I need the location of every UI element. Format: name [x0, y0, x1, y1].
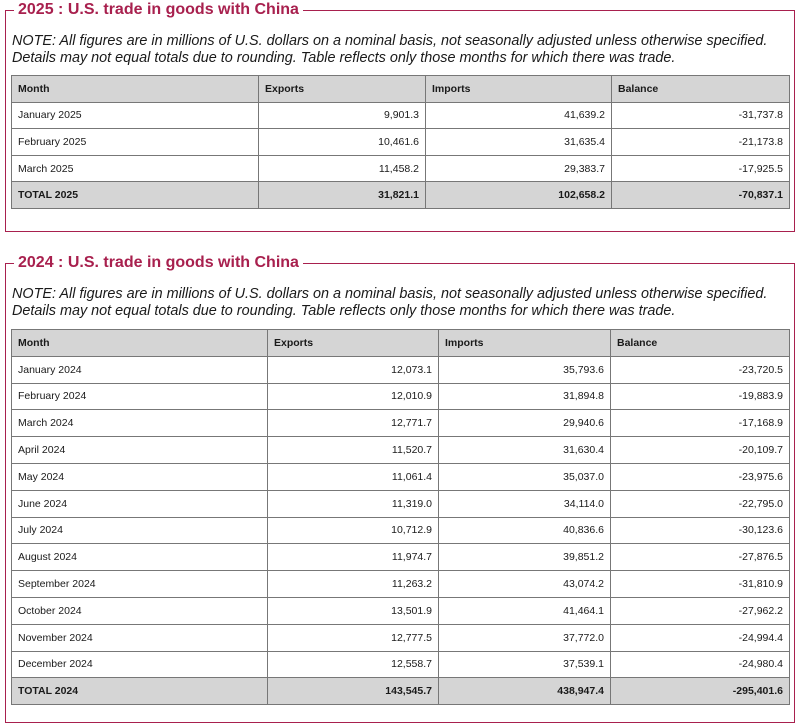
cell-month: February 2024 [12, 383, 268, 410]
total-balance: -295,401.6 [611, 678, 790, 705]
section-note [12, 33, 788, 67]
trade-table [11, 75, 790, 209]
table-row [12, 624, 790, 651]
cell-balance: -31,737.8 [612, 102, 790, 129]
cell-balance: -23,720.5 [611, 356, 790, 383]
table-row [12, 410, 790, 437]
cell-month: September 2024 [12, 571, 268, 598]
total-label: TOTAL 2024 [12, 678, 268, 705]
table-row [12, 490, 790, 517]
cell-balance: -27,962.2 [611, 597, 790, 624]
cell-imports: 43,074.2 [439, 571, 611, 598]
cell-month: December 2024 [12, 651, 268, 678]
cell-exports: 12,010.9 [268, 383, 439, 410]
cell-month: March 2024 [12, 410, 268, 437]
table-header-row [12, 330, 790, 357]
cell-month: November 2024 [12, 624, 268, 651]
trade-section-2024 [5, 254, 795, 723]
cell-balance: -24,980.4 [611, 651, 790, 678]
cell-imports: 31,630.4 [439, 437, 611, 464]
column-header-month: Month [12, 330, 268, 357]
cell-imports: 35,793.6 [439, 356, 611, 383]
cell-exports: 12,073.1 [268, 356, 439, 383]
cell-month: March 2025 [12, 155, 259, 182]
cell-balance: -23,975.6 [611, 463, 790, 490]
section-title: 2025 : U.S. trade in goods with China [14, 1, 303, 19]
total-label: TOTAL 2025 [12, 182, 259, 209]
table-row [12, 383, 790, 410]
cell-balance: -30,123.6 [611, 517, 790, 544]
cell-exports: 11,458.2 [259, 155, 426, 182]
note-line-1: NOTE: All figures are in millions of U.S. dollars on a nominal basis, not seasonally adjusted unless otherwise specified. [12, 286, 768, 302]
cell-balance: -27,876.5 [611, 544, 790, 571]
note-line-2: Details may not equal totals due to rounding. Table reflects only those months for which there was trade. [12, 50, 676, 66]
total-row [12, 182, 790, 209]
cell-month: January 2024 [12, 356, 268, 383]
column-header-balance: Balance [612, 76, 790, 103]
cell-imports: 39,851.2 [439, 544, 611, 571]
cell-balance: -24,994.4 [611, 624, 790, 651]
table-row [12, 129, 790, 156]
total-exports: 143,545.7 [268, 678, 439, 705]
cell-imports: 41,639.2 [426, 102, 612, 129]
table-row [12, 437, 790, 464]
cell-month: February 2025 [12, 129, 259, 156]
cell-imports: 35,037.0 [439, 463, 611, 490]
table-row [12, 651, 790, 678]
cell-exports: 10,712.9 [268, 517, 439, 544]
cell-exports: 12,771.7 [268, 410, 439, 437]
cell-exports: 11,263.2 [268, 571, 439, 598]
cell-month: October 2024 [12, 597, 268, 624]
cell-balance: -20,109.7 [611, 437, 790, 464]
column-header-exports: Exports [268, 330, 439, 357]
cell-balance: -17,925.5 [612, 155, 790, 182]
table-row [12, 544, 790, 571]
table-header-row [12, 76, 790, 103]
cell-exports: 9,901.3 [259, 102, 426, 129]
table-row [12, 102, 790, 129]
section-title: 2024 : U.S. trade in goods with China [14, 254, 303, 272]
cell-exports: 11,520.7 [268, 437, 439, 464]
column-header-imports: Imports [426, 76, 612, 103]
cell-imports: 41,464.1 [439, 597, 611, 624]
cell-imports: 29,940.6 [439, 410, 611, 437]
cell-imports: 40,836.6 [439, 517, 611, 544]
cell-exports: 11,974.7 [268, 544, 439, 571]
trade-section-2025 [5, 1, 795, 232]
total-imports: 102,658.2 [426, 182, 612, 209]
cell-exports: 13,501.9 [268, 597, 439, 624]
column-header-month: Month [12, 76, 259, 103]
cell-exports: 11,061.4 [268, 463, 439, 490]
table-row [12, 463, 790, 490]
cell-balance: -19,883.9 [611, 383, 790, 410]
total-imports: 438,947.4 [439, 678, 611, 705]
cell-imports: 37,539.1 [439, 651, 611, 678]
note-line-2: Details may not equal totals due to rounding. Table reflects only those months for which there was trade. [12, 303, 676, 319]
cell-month: June 2024 [12, 490, 268, 517]
table-row [12, 517, 790, 544]
cell-imports: 31,894.8 [439, 383, 611, 410]
column-header-imports: Imports [439, 330, 611, 357]
column-header-exports: Exports [259, 76, 426, 103]
cell-imports: 37,772.0 [439, 624, 611, 651]
column-header-balance: Balance [611, 330, 790, 357]
trade-table [11, 329, 790, 705]
cell-balance: -21,173.8 [612, 129, 790, 156]
cell-exports: 11,319.0 [268, 490, 439, 517]
cell-exports: 12,558.7 [268, 651, 439, 678]
total-exports: 31,821.1 [259, 182, 426, 209]
total-row [12, 678, 790, 705]
table-row [12, 571, 790, 598]
cell-imports: 31,635.4 [426, 129, 612, 156]
cell-exports: 10,461.6 [259, 129, 426, 156]
table-row [12, 597, 790, 624]
cell-month: April 2024 [12, 437, 268, 464]
cell-month: August 2024 [12, 544, 268, 571]
note-line-1: NOTE: All figures are in millions of U.S. dollars on a nominal basis, not seasonally adjusted unless otherwise specified. [12, 33, 768, 49]
cell-month: July 2024 [12, 517, 268, 544]
section-note [12, 286, 788, 320]
table-row [12, 356, 790, 383]
total-balance: -70,837.1 [612, 182, 790, 209]
cell-month: May 2024 [12, 463, 268, 490]
table-row [12, 155, 790, 182]
cell-exports: 12,777.5 [268, 624, 439, 651]
cell-imports: 29,383.7 [426, 155, 612, 182]
cell-balance: -31,810.9 [611, 571, 790, 598]
cell-balance: -22,795.0 [611, 490, 790, 517]
cell-balance: -17,168.9 [611, 410, 790, 437]
cell-month: January 2025 [12, 102, 259, 129]
cell-imports: 34,114.0 [439, 490, 611, 517]
